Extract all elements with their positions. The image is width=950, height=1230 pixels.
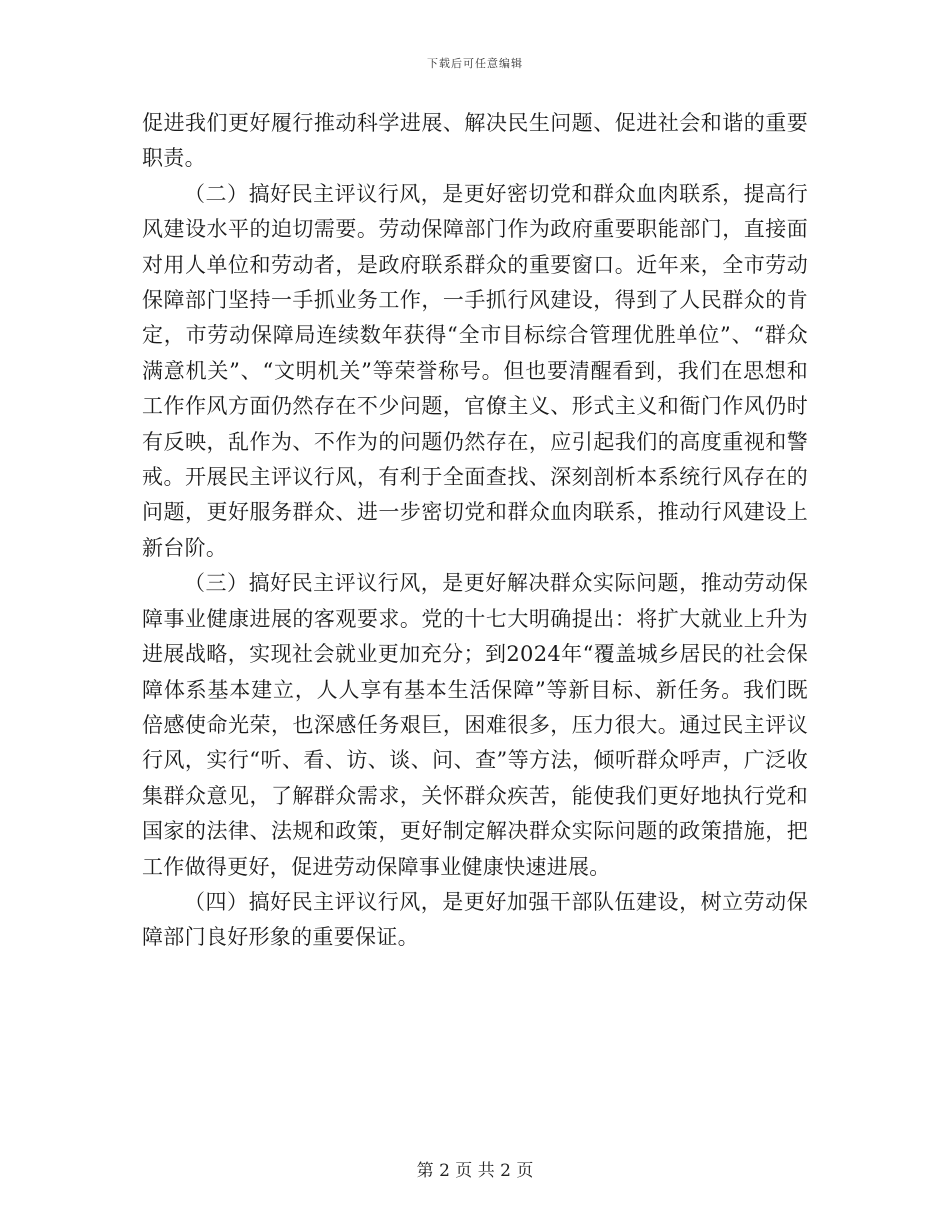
page-header: 下载后可任意编辑 <box>427 57 523 70</box>
paragraph-section-4: （四）搞好民主评议行风，是更好加强干部队伍建设，树立劳动保障部门良好形象的重要保证。 <box>142 889 808 950</box>
paragraph-section-2: （二）搞好民主评议行风，是更好密切党和群众血肉联系，提高行风建设水平的迫切需要。劳动保障部门作为政府重要职能部门，直接面对用人单位和劳动者，是政府联系群众的重要窗口。近年来，全市劳动保障部门坚持一手抓业务工作，一手抓行风建设，得到了人民群众的肯定，市劳动保障局连续数年获得“全市目标综合管理优胜单位”、“群众满意机关”、“文明机关”等荣誉称号。但也要清醒看到，我们在思想和工作作风方面仍然存在不少问题，官僚主义、形式主义和衙门作风仍时有反映，乱作为、不作为的问题仍然存在，应引起我们的高度重视和警戒。开展民主评议行风，有利于全面查找、深刻剖析本系统行风存在的问题，更好服务群众、进一步密切党和群众血肉联系，推动行风建设上新台阶。 <box>142 181 808 560</box>
document-body <box>142 106 808 956</box>
page-footer: 第 2 页 共 2 页 <box>416 1161 534 1181</box>
paragraph-continuation: 促进我们更好履行推动科学进展、解决民生问题、促进社会和谐的重要职责。 <box>142 111 808 171</box>
paragraph-section-3: （三）搞好民主评议行风，是更好解决群众实际问题，推动劳动保障事业健康进展的客观要求。党的十七大明确提出：将扩大就业上升为进展战略，实现社会就业更加充分；到2024年“覆盖城乡居民的社会保障体系基本建立，人人享有基本生活保障”等新目标、新任务。我们既倍感使命光荣，也深感任务艰巨，困难很多，压力很大。通过民主评议行风，实行“听、看、访、谈、问、查”等方法，倾听群众呼声，广泛收集群众意见，了解群众需求，关怀群众疾苦，能使我们更好地执行党和国家的法律、法规和政策，更好制定解决群众实际问题的政策措施，把工作做得更好，促进劳动保障事业健康快速进展。 <box>142 571 808 879</box>
